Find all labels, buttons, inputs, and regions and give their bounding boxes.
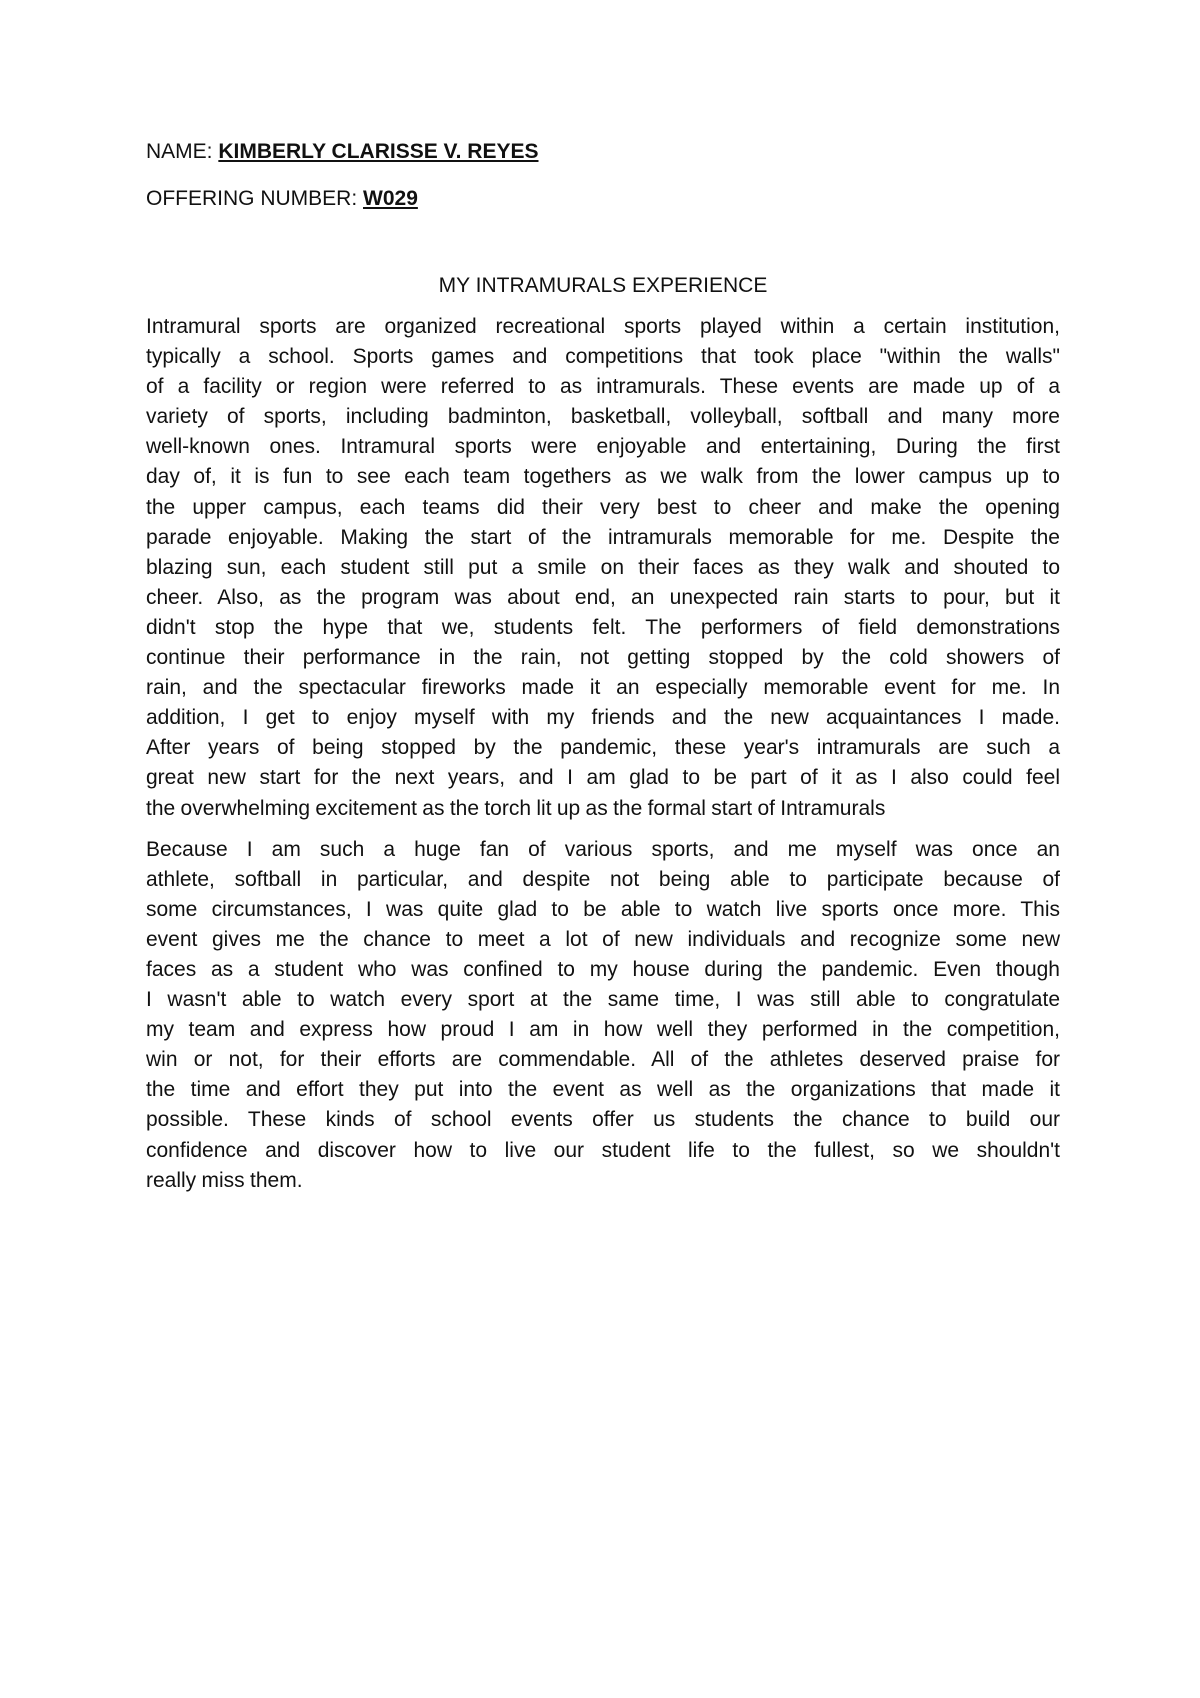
- paragraph-line: didn't stop the hype that we, students felt. The performers of field demonstrations: [146, 615, 1060, 639]
- paragraph-line: my team and express how proud I am in how well they performed in the competition,: [146, 1018, 1060, 1042]
- body-paragraph: [146, 312, 1060, 824]
- paragraph-line: variety of sports, including badminton, basketball, volleyball, softball and many more: [146, 405, 1060, 429]
- paragraph-line: After years of being stopped by the pandemic, these year's intramurals are such a: [146, 736, 1060, 760]
- paragraph-line: continue their performance in the rain, not getting stopped by the cold showers of: [146, 646, 1060, 670]
- paragraph-line: some circumstances, I was quite glad to be able to watch live sports once more. This: [146, 897, 1060, 921]
- paragraph-line: possible. These kinds of school events offer us students the chance to build our: [146, 1108, 1060, 1132]
- name-value: KIMBERLY CLARISSE V. REYES: [218, 140, 539, 163]
- paragraph-line: win or not, for their efforts are commendable. All of the athletes deserved praise for: [146, 1048, 1060, 1072]
- paragraph-line: the time and effort they put into the event as well as the organizations that made it: [146, 1078, 1060, 1102]
- name-label: NAME:: [146, 140, 219, 163]
- body-paragraph: [146, 835, 1060, 1196]
- paragraph-line: of a facility or region were referred to as intramurals. These events are made up of a: [146, 375, 1060, 399]
- paragraph-line: great new start for the next years, and I am glad to be part of it as I also could feel: [146, 766, 1060, 790]
- offering-number-label: OFFERING NUMBER:: [146, 187, 364, 210]
- paragraph-line: well-known ones. Intramural sports were enjoyable and entertaining, During the first: [146, 435, 1060, 459]
- paragraph-line: I wasn't able to watch every sport at the same time, I was still able to congratulate: [146, 988, 1060, 1012]
- paragraph-line: the upper campus, each teams did their very best to cheer and make the opening: [146, 495, 1060, 519]
- document-page: [146, 138, 1060, 1196]
- paragraph-line: cheer. Also, as the program was about end, an unexpected rain starts to pour, but it: [146, 585, 1060, 609]
- offering-number-value: W029: [363, 187, 418, 210]
- paragraph-line: typically a school. Sports games and competitions that took place "within the walls": [146, 345, 1060, 369]
- paragraph-line: really miss them.: [146, 1168, 303, 1192]
- paragraph-line: Intramural sports are organized recreational sports played within a certain institution,: [146, 315, 1060, 338]
- paragraph-line: athlete, softball in particular, and despite not being able to participate because of: [146, 867, 1060, 891]
- paragraph-line: the overwhelming excitement as the torch lit up as the formal start of Intramurals: [146, 796, 886, 820]
- paragraph-line: rain, and the spectacular fireworks made it an especially memorable event for me. In: [146, 676, 1060, 700]
- name-line: [146, 138, 1060, 166]
- document-title: MY INTRAMURALS EXPERIENCE: [438, 274, 768, 297]
- paragraph-line: addition, I get to enjoy myself with my friends and the new acquaintances I made.: [146, 706, 1060, 730]
- paragraph-line: parade enjoyable. Making the start of the intramurals memorable for me. Despite the: [146, 525, 1060, 549]
- offering-number-line: [146, 185, 1060, 213]
- paragraph-line: blazing sun, each student still put a smile on their faces as they walk and shouted to: [146, 555, 1060, 579]
- paragraph-line: Because I am such a huge fan of various sports, and me myself was once an: [146, 837, 1060, 861]
- paragraph-line: day of, it is fun to see each team togethers as we walk from the lower campus up to: [146, 465, 1060, 489]
- paragraph-line: event gives me the chance to meet a lot of new individuals and recognize some new: [146, 927, 1060, 951]
- paragraph-line: confidence and discover how to live our student life to the fullest, so we shouldn't: [146, 1138, 1060, 1162]
- paragraph-line: faces as a student who was confined to my house during the pandemic. Even though: [146, 957, 1060, 981]
